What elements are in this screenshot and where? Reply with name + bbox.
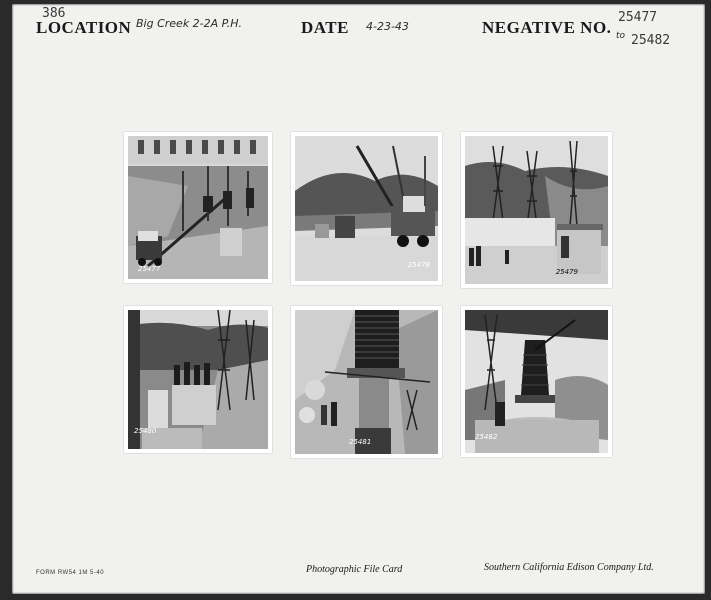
photo-3-negative: 25479 <box>555 268 578 276</box>
negative-from: 25477 <box>618 10 658 25</box>
card-title: Photographic File Card <box>306 564 403 575</box>
photo-2-negative: 25478 <box>407 261 430 269</box>
photo-2[interactable] <box>291 132 442 285</box>
photo-4-negative: 25480 <box>134 427 157 435</box>
date-value: 4-23-43 <box>366 20 409 33</box>
photo-6[interactable] <box>461 306 612 457</box>
photo-3[interactable] <box>461 132 612 288</box>
photo-3-image <box>465 136 608 284</box>
photo-5-negative: 25481 <box>349 438 372 446</box>
photo-5-image <box>295 310 438 454</box>
date-label: DATE <box>301 18 349 37</box>
file-number: 386 <box>42 6 66 21</box>
photo-1[interactable] <box>124 132 272 283</box>
photo-4[interactable] <box>124 306 272 453</box>
photo-6-negative: 25482 <box>475 433 498 441</box>
photo-6-image <box>465 310 608 453</box>
negative-to-prefix: to <box>616 31 626 41</box>
negative-to: 25482 <box>631 33 671 48</box>
file-card <box>12 4 705 594</box>
form-code: FORM RW54 1M 5-40 <box>36 570 105 576</box>
location-value: Big Creek 2-2A P.H. <box>136 17 243 30</box>
photo-4-image <box>128 310 268 449</box>
negative-label: NEGATIVE NO. <box>482 18 612 37</box>
company-name: Southern California Edison Company Ltd. <box>484 562 654 573</box>
photo-2-image <box>295 136 438 281</box>
location-label: LOCATION <box>36 18 132 37</box>
photo-1-negative: 25477 <box>138 265 161 273</box>
photo-5[interactable] <box>291 306 442 458</box>
photo-1-image <box>128 136 268 279</box>
